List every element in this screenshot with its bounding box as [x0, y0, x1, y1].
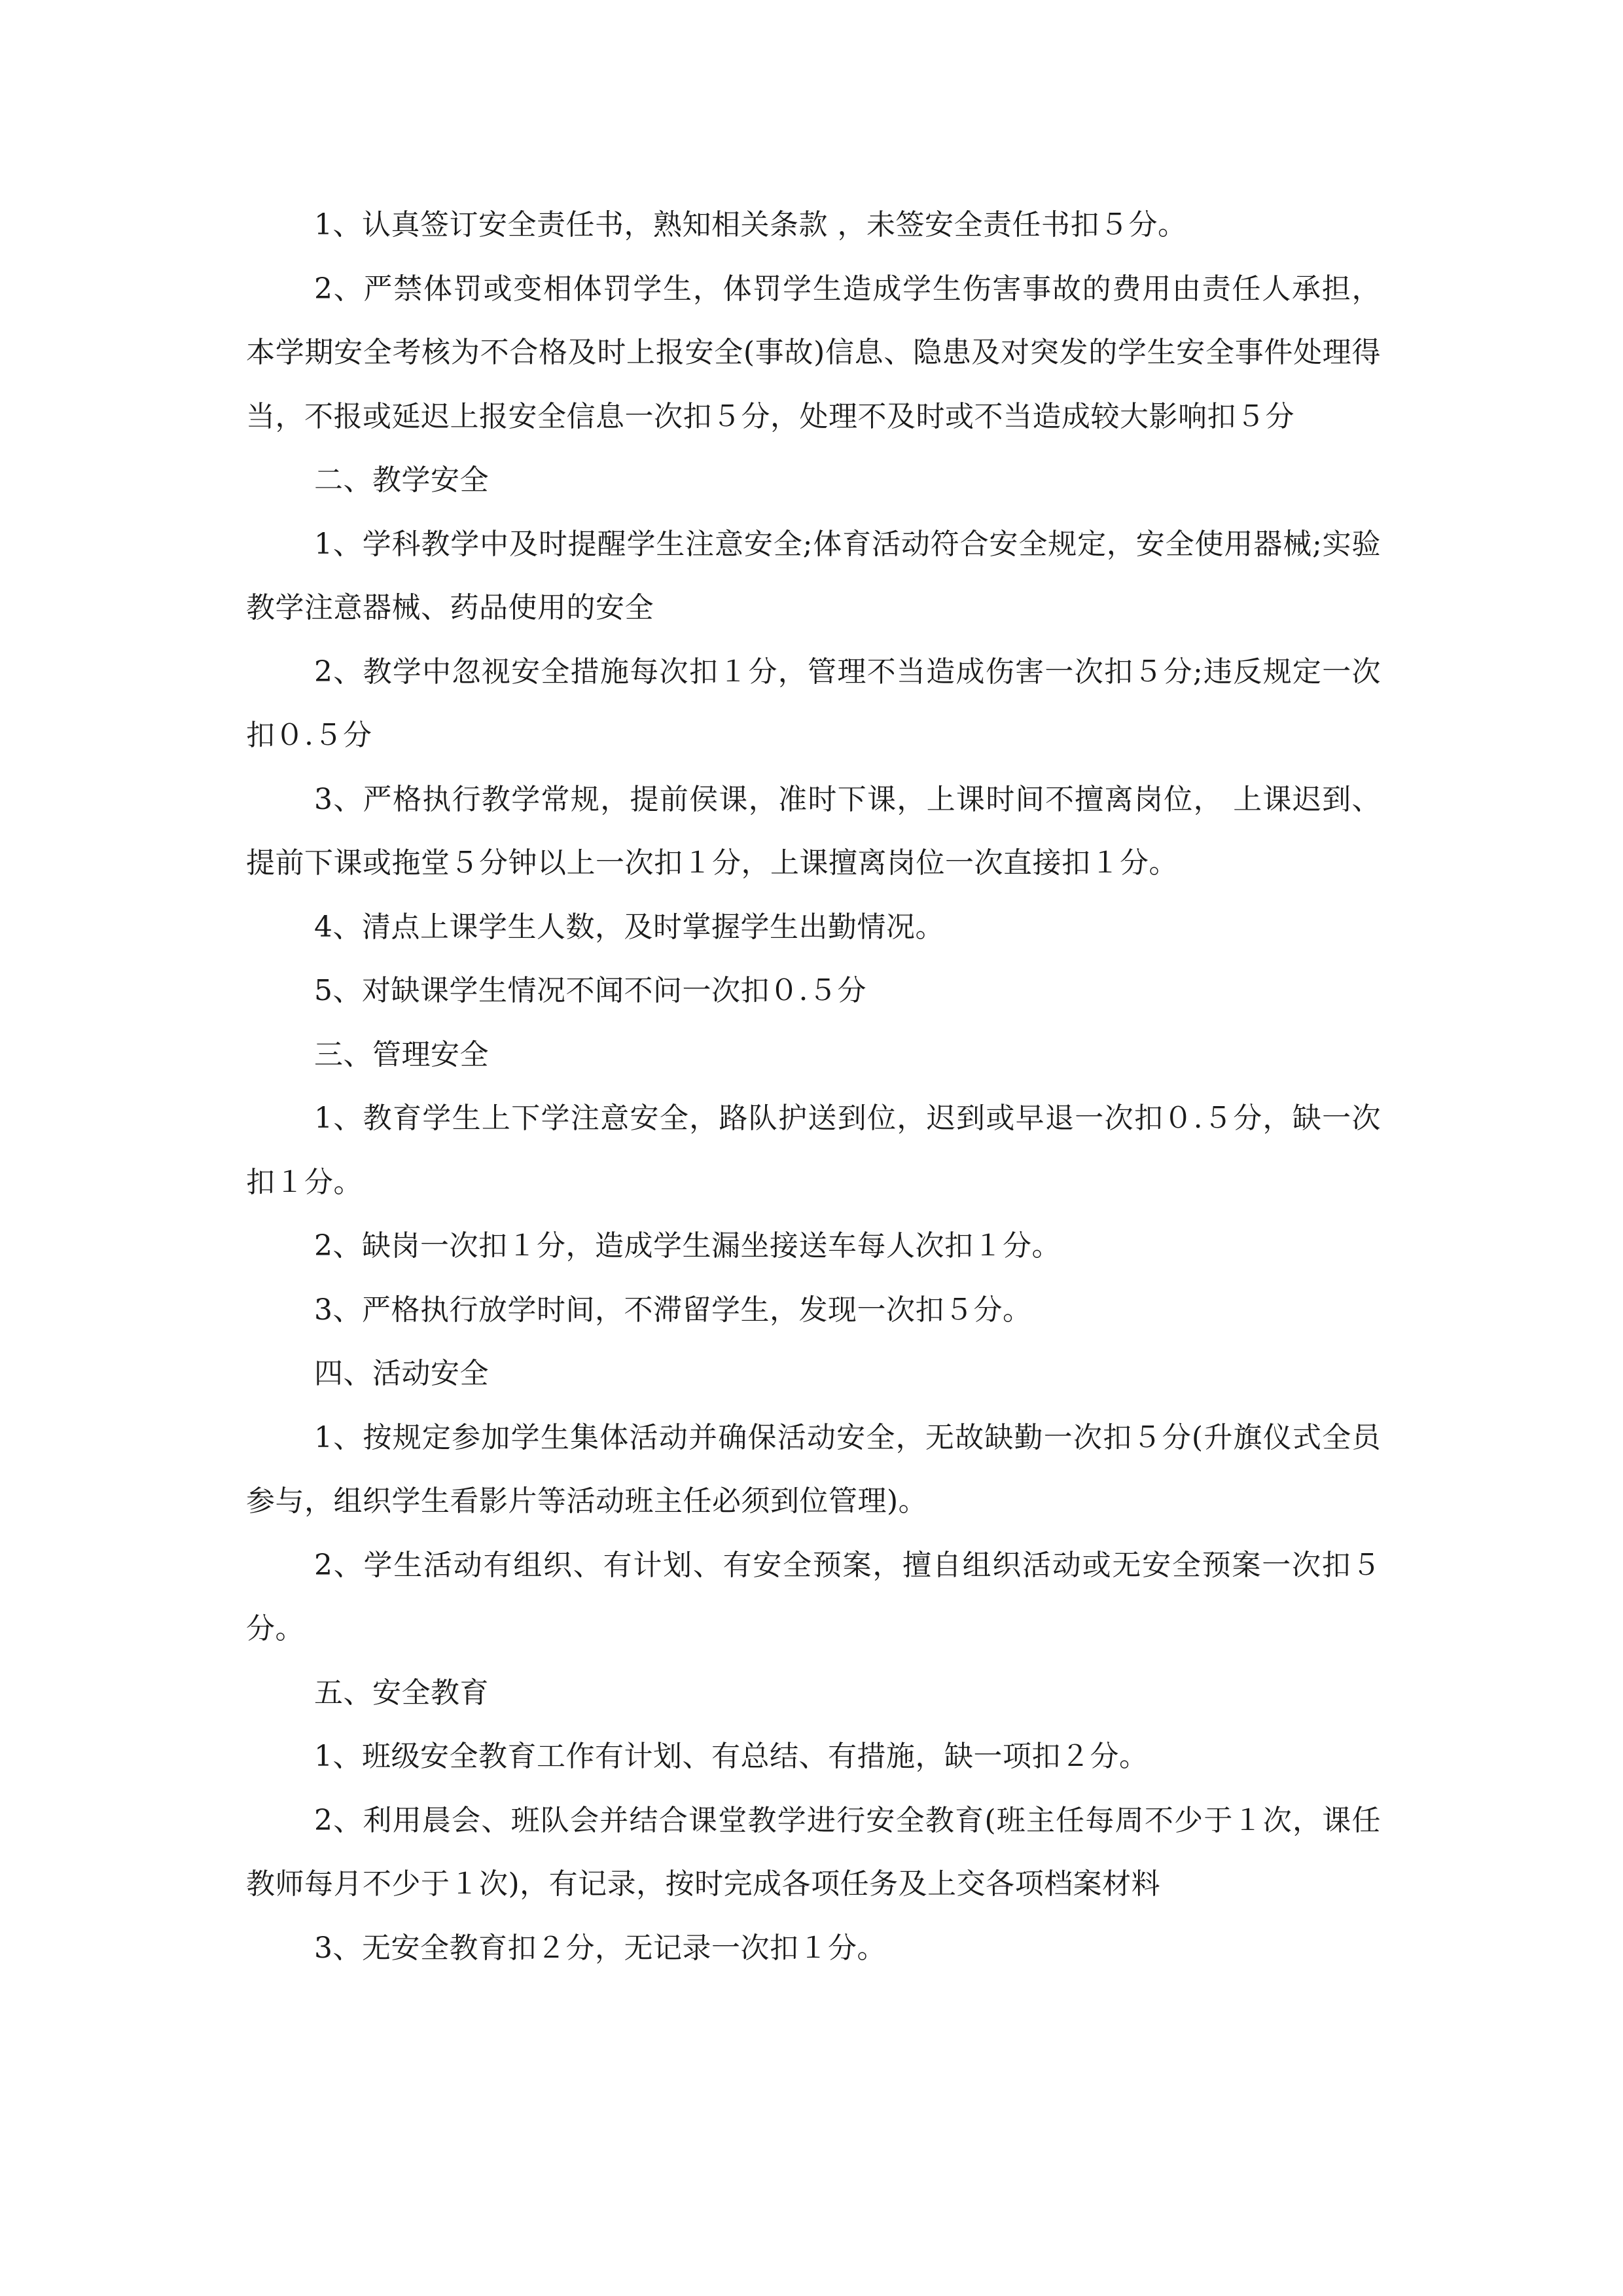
- paragraph: 3、严格执行教学常规，提前侯课，准时下课，上课时间不擅离岗位， 上课迟到、提前下课或拖堂５分钟以上一次扣１分，上课擅离岗位一次直接扣１分。: [246, 782, 1381, 880]
- document-body: [246, 193, 1381, 1980]
- paragraph: 1、认真签订安全责任书，熟知相关条款 ，未签安全责任书扣５分。: [314, 208, 1187, 242]
- paragraph: 2、严禁体罚或变相体罚学生，体罚学生造成学生伤害事故的费用由责任人承担，本学期安全考核为不合格及时上报安全(事故)信息、隐患及对突发的学生安全事件处理得当，不报或延迟上报安全信息一次扣５分，处理不及时或不当造成较大影响扣５分: [246, 272, 1381, 433]
- paragraph: 4、清点上课学生人数，及时掌握学生出勤情况。: [314, 910, 944, 944]
- paragraph: 2、教学中忽视安全措施每次扣１分，管理不当造成伤害一次扣５分;违反规定一次扣０.５分: [246, 655, 1381, 752]
- paragraph: 1、按规定参加学生集体活动并确保活动安全，无故缺勤一次扣５分(升旗仪式全员参与，组织学生看影片等活动班主任必须到位管理)。: [246, 1420, 1381, 1518]
- section-heading: 五、安全教育: [314, 1676, 489, 1710]
- section-heading: 三、管理安全: [314, 1037, 489, 1071]
- paragraph: 3、无安全教育扣２分，无记录一次扣１分。: [314, 1931, 886, 1965]
- paragraph: 1、教育学生上下学注意安全，路队护送到位，迟到或早退一次扣０.５分，缺一次扣１分。: [246, 1102, 1381, 1199]
- paragraph: 3、严格执行放学时间，不滞留学生，发现一次扣５分。: [314, 1293, 1032, 1327]
- paragraph: 2、学生活动有组织、有计划、有安全预案，擅自组织活动或无安全预案一次扣５分。: [246, 1548, 1381, 1645]
- paragraph: 5、对缺课学生情况不闻不问一次扣０.５分: [314, 974, 866, 1007]
- paragraph: 1、班级安全教育工作有计划、有总结、有措施，缺一项扣２分。: [314, 1740, 1149, 1773]
- section-heading: 四、活动安全: [314, 1357, 489, 1390]
- paragraph: 1、学科教学中及时提醒学生注意安全;体育活动符合安全规定，安全使用器械;实验教学注意器械、药品使用的安全: [246, 527, 1381, 624]
- paragraph: 2、缺岗一次扣１分，造成学生漏坐接送车每人次扣１分。: [314, 1229, 1061, 1263]
- paragraph: 2、利用晨会、班队会并结合课堂教学进行安全教育(班主任每周不少于１次，课任教师每月不少于１次)，有记录，按时完成各项任务及上交各项档案材料: [246, 1803, 1381, 1901]
- section-heading: 二、教学安全: [314, 463, 489, 497]
